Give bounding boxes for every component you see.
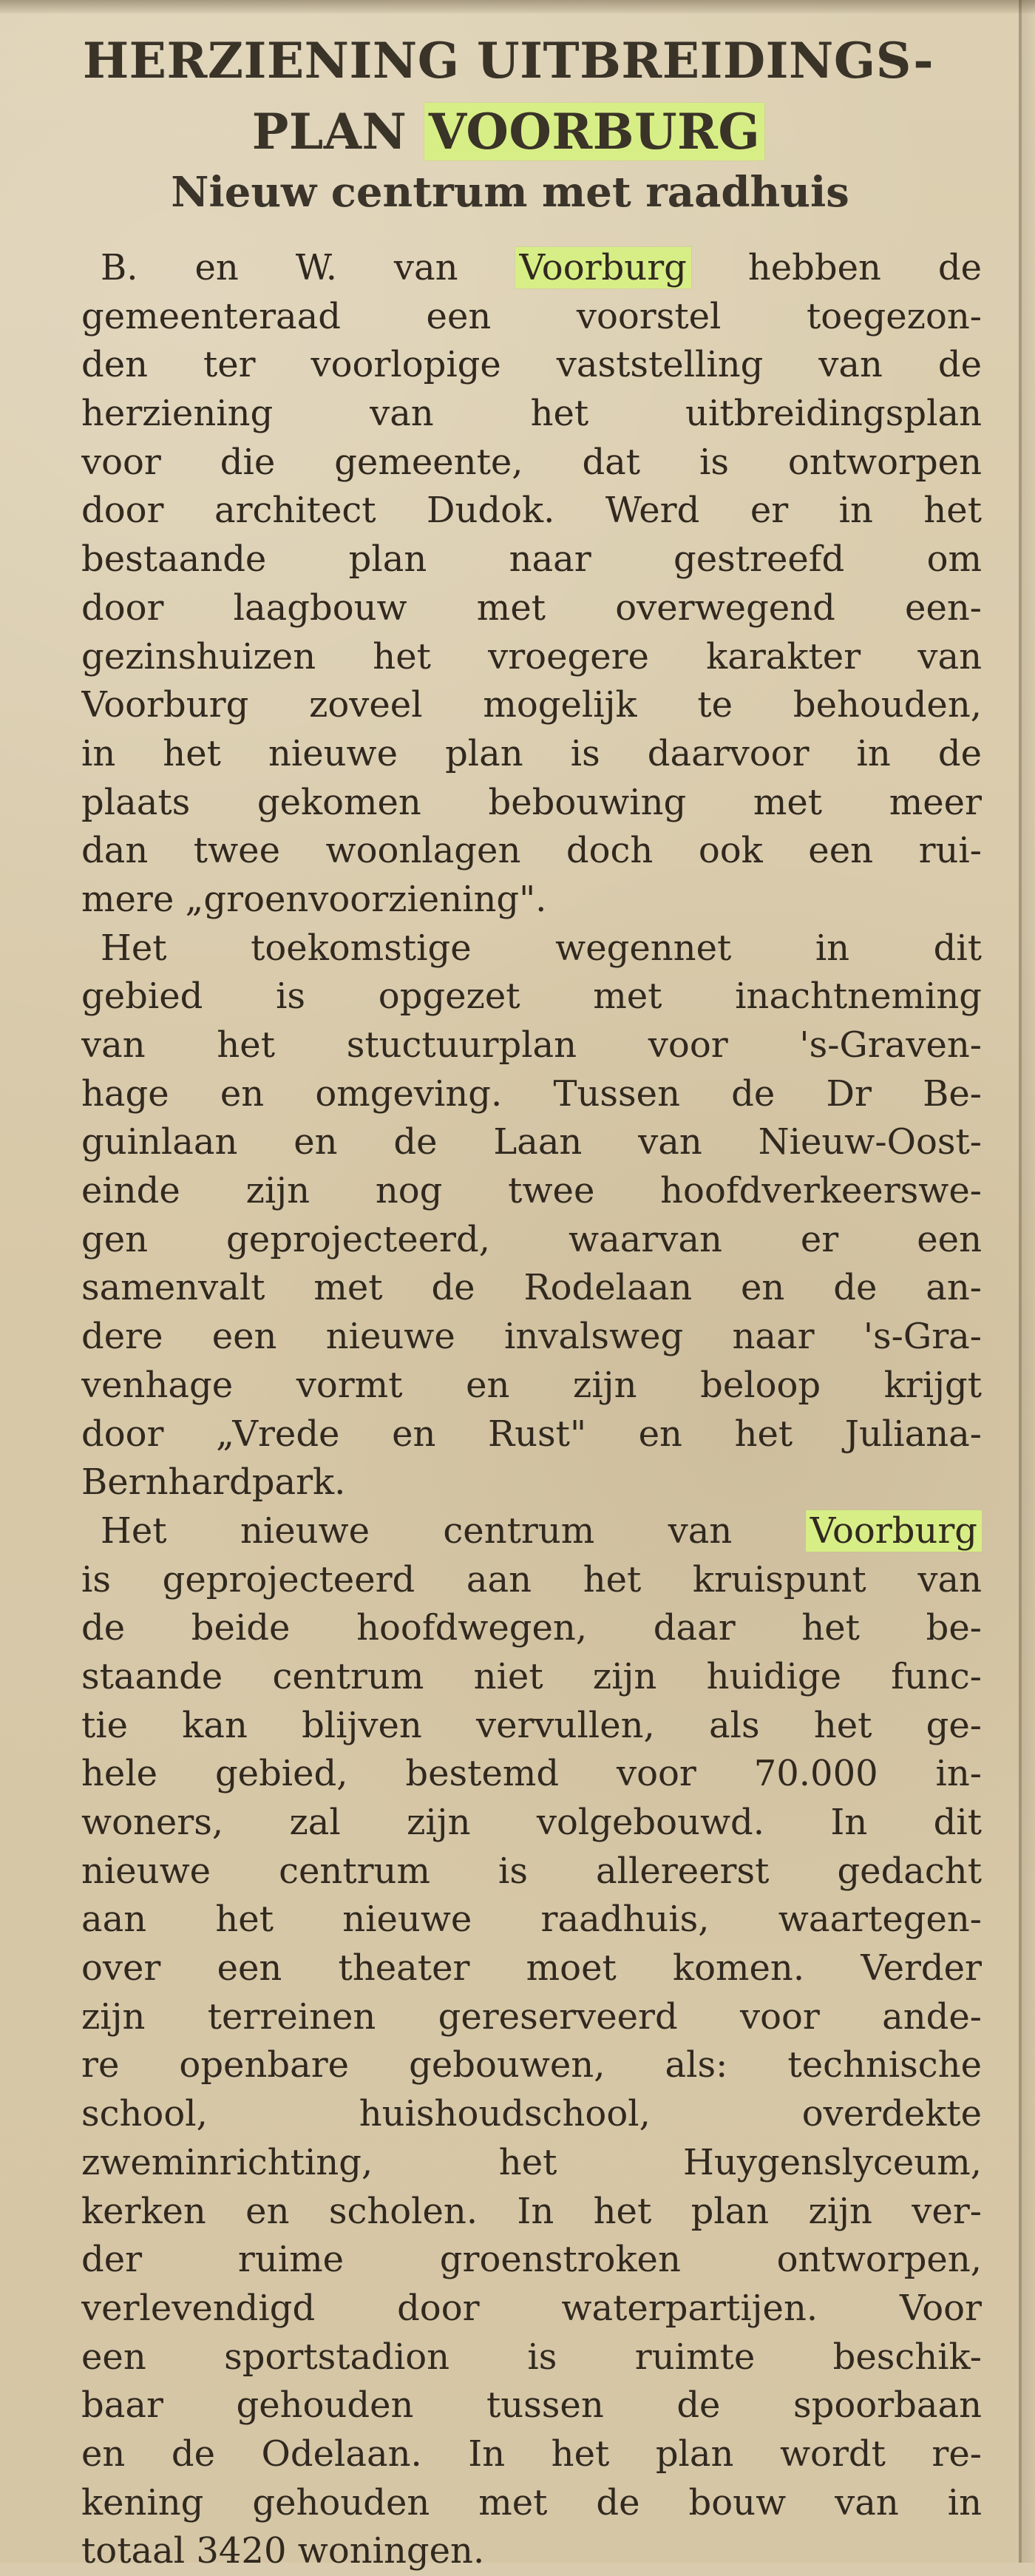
article-line: over een theater moet komen. Verder: [81, 1947, 982, 1990]
article-line: en de Odelaan. In het plan wordt re-: [81, 2433, 982, 2475]
line-highlight: Voorburg: [515, 247, 691, 288]
article-headline: [67, 25, 950, 167]
article-line: tie kan blijven vervullen, als het ge-: [81, 1704, 982, 1746]
article-line: gezinshuizen het vroegere karakter van: [81, 635, 982, 677]
article-line: einde zijn nog twee hoofdverkeerswe-: [81, 1170, 982, 1212]
article-line: der ruime groenstroken ontworpen,: [81, 2239, 982, 2281]
article-line: Het toekomstige wegennet in dit: [101, 927, 982, 969]
article-line: nieuwe centrum is allereerst gedacht: [81, 1850, 982, 1892]
article-line: verlevendigd door waterpartijen. Voor: [81, 2287, 982, 2329]
article-line: [81, 1507, 982, 1556]
article-line: school, huishoudschool, overdekte: [81, 2093, 982, 2135]
line-highlight: Voorburg: [806, 1510, 982, 1552]
article-line: baar gehouden tussen de spoorbaan: [81, 2384, 982, 2427]
article-line: gen geprojecteerd, waarvan er een: [81, 1218, 982, 1260]
article-line: door „Vrede en Rust" en het Juliana-: [81, 1413, 982, 1455]
article-line: hele gebied, bestemd voor 70.000 in-: [81, 1753, 982, 1795]
article-line: bestaande plan naar gestreefd om: [81, 538, 982, 581]
page-edge: [1022, 0, 1035, 2563]
article-line: Bernhardpark.: [81, 1461, 346, 1504]
article-line: gebied is opgezet met inachtneming: [81, 976, 982, 1018]
article-line: hage en omgeving. Tussen de Dr Be-: [81, 1072, 982, 1115]
line-suffix: hebben de: [690, 247, 982, 288]
headline-line-1: HERZIENING UITBREIDINGS-: [82, 32, 934, 89]
article-line: voor die gemeente, dat is ontworpen: [81, 441, 982, 483]
article-subhead: Nieuw centrum met raadhuis: [171, 168, 849, 217]
article-line: een sportstadion is ruimte beschik-: [81, 2336, 982, 2378]
headline-line-2-prefix: PLAN: [251, 103, 424, 160]
article-line: de beide hoofdwegen, daar het be-: [81, 1607, 982, 1649]
article-line: totaal 3420 woningen.: [81, 2530, 485, 2572]
article-line: dan twee woonlagen doch ook een rui-: [81, 830, 982, 872]
article-line: kerken en scholen. In het plan zijn ver-: [81, 2190, 982, 2232]
article-line: woners, zal zijn volgebouwd. In dit: [81, 1802, 982, 1843]
article-line: guinlaan en de Laan van Nieuw-Oost-: [81, 1121, 982, 1163]
article-line: Voorburg zoveel mogelijk te behouden,: [81, 684, 982, 726]
article-line: venhage vormt en zijn beloop krijgt: [81, 1364, 982, 1406]
article-line: dere een nieuwe invalsweg naar 's-Gra-: [81, 1316, 982, 1358]
article-line: is geprojecteerd aan het kruispunt van: [81, 1558, 982, 1600]
article-line: zweminrichting, het Huygenslyceum,: [81, 2141, 982, 2183]
article-line: herziening van het uitbreidingsplan: [81, 393, 982, 435]
article-line: aan het nieuwe raadhuis, waartegen-: [81, 1899, 982, 1941]
article-line: plaats gekomen bebouwing met meer: [81, 781, 982, 823]
article-line: samenvalt met de Rodelaan en de an-: [81, 1267, 982, 1309]
headline-highlight: VOORBURG: [424, 103, 764, 160]
article-line: door laagbouw met overwegend een-: [81, 586, 982, 629]
article-line: gemeenteraad een voorstel toegezon-: [81, 295, 982, 337]
article-line: zijn terreinen gereserveerd voor ande-: [81, 1995, 982, 2038]
top-edge: [0, 0, 1035, 13]
article-line: van het stuctuurplan voor 's-Graven-: [81, 1024, 982, 1066]
line-text: Het nieuwe centrum van: [101, 1510, 806, 1552]
article-line: staande centrum niet zijn huidige func-: [81, 1655, 982, 1697]
article-body: [81, 244, 982, 2576]
article-line: [81, 244, 982, 293]
line-text: B. en W. van: [101, 247, 515, 288]
article-line: re openbare gebouwen, als: technische: [81, 2044, 982, 2086]
article-line: in het nieuwe plan is daarvoor in de: [81, 732, 982, 774]
article-line: kening gehouden met de bouw van in: [81, 2481, 982, 2523]
article-line: den ter voorlopige vaststelling van de: [81, 344, 982, 386]
article-line: mere „groenvoorziening".: [81, 878, 547, 920]
article-line: door architect Dudok. Werd er in het: [81, 490, 982, 532]
